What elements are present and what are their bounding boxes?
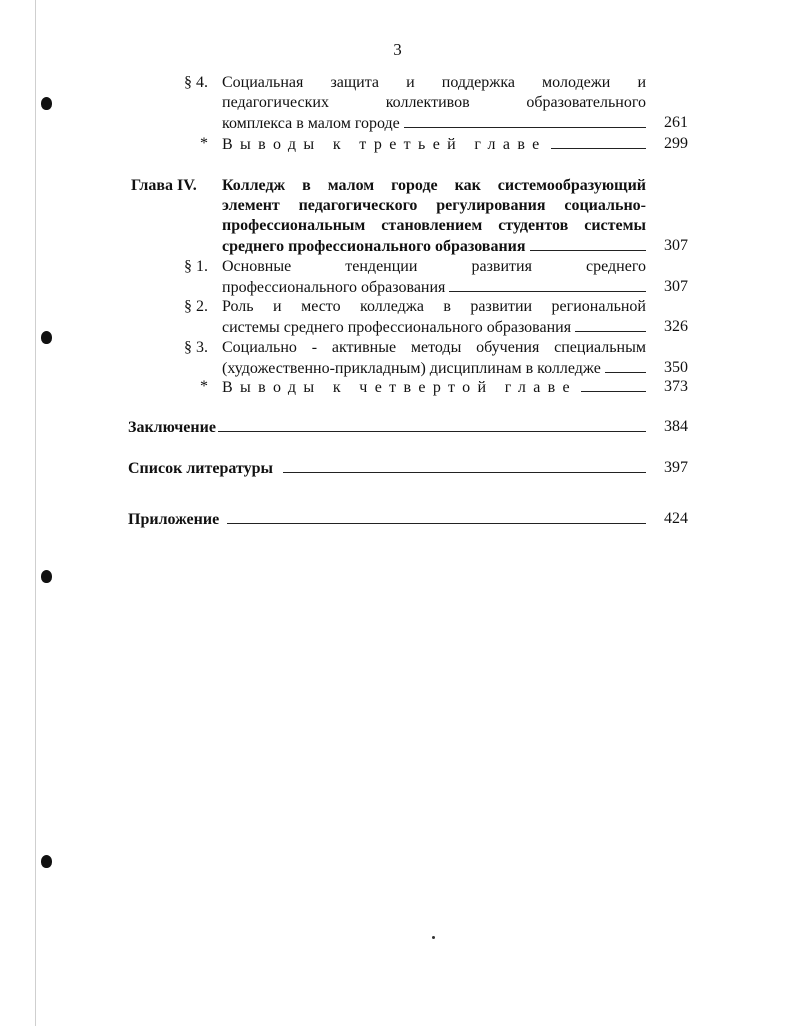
- toc-section-heading: [128, 417, 646, 437]
- toc-entry-line: Роль и место колледжа в развитии региональной: [222, 298, 646, 315]
- conclusion-marker: *: [200, 378, 208, 395]
- leader-line: [404, 113, 646, 128]
- toc-entry-line: Социально - активные методы обучения специальным: [222, 339, 646, 356]
- toc-entry-text: Заключение: [128, 419, 216, 436]
- toc-entry-text: комплекса в малом городе: [222, 115, 400, 132]
- chapter-title-line: Колледж в малом городе как системообразующий: [222, 177, 646, 194]
- binding-hole-mark: [41, 97, 52, 110]
- page-ref: 326: [664, 318, 688, 335]
- page-ref: 307: [664, 278, 688, 295]
- toc-section-heading: [128, 458, 646, 478]
- toc-entry-line: Основные тенденции развития среднего: [222, 258, 646, 275]
- toc-entry-text: Приложение: [128, 511, 220, 528]
- chapter-title-line: профессиональным становлением студентов системы: [222, 217, 646, 234]
- page-ref: 424: [664, 510, 688, 527]
- leader-line: [218, 417, 646, 432]
- binding-hole-mark: [41, 855, 52, 868]
- toc-entry-line: Социальная защита и поддержка молодежи и: [222, 74, 646, 91]
- page-ref: 384: [664, 418, 688, 435]
- toc-entry-line: [222, 317, 646, 337]
- chapter-title-line: элемент педагогического регулирования социально-: [222, 197, 646, 214]
- leader-line: [605, 358, 646, 373]
- chapter-label: Глава IV.: [131, 177, 197, 194]
- scan-speck: [432, 936, 435, 939]
- leader-line: [551, 134, 646, 149]
- conclusion-marker: *: [200, 135, 208, 152]
- leader-line: [449, 277, 646, 292]
- toc-entry-text: Список литературы: [128, 460, 273, 477]
- toc-entry-line: [222, 113, 646, 133]
- toc-entry-text: среднего профессионального образования: [222, 238, 526, 255]
- binding-hole-mark: [41, 331, 52, 344]
- binding-hole-mark: [41, 570, 52, 583]
- chapter-title-line: [222, 236, 646, 256]
- toc-entry-line: педагогических коллективов образовательного: [222, 94, 646, 111]
- section-marker: § 4.: [184, 74, 208, 91]
- leader-line: [283, 458, 646, 473]
- page-ref: 397: [664, 459, 688, 476]
- section-marker: § 1.: [184, 258, 208, 275]
- toc-entry-text: системы среднего профессионального образования: [222, 319, 572, 336]
- section-marker: § 2.: [184, 298, 208, 315]
- page-ref: 350: [664, 359, 688, 376]
- toc-entry-text: профессионального образования: [222, 279, 446, 296]
- leader-line: [227, 509, 646, 524]
- toc-entry-text: Выводы к четвертой главе: [222, 379, 577, 396]
- leader-line: [575, 317, 646, 332]
- page-ref: 261: [664, 114, 688, 131]
- leader-line: [530, 236, 646, 251]
- toc-entry-text: Выводы к третьей главе: [222, 136, 547, 153]
- page-number: 3: [393, 40, 402, 59]
- toc-section-heading: [128, 509, 646, 529]
- toc-entry-text: (художественно-прикладным) дисциплинам в колледже: [222, 360, 601, 377]
- page-ref: 307: [664, 237, 688, 254]
- toc-entry-line: [222, 377, 646, 397]
- margin-rule: [35, 0, 36, 1026]
- page-ref: 373: [664, 378, 688, 395]
- section-marker: § 3.: [184, 339, 208, 356]
- toc-entry-line: [222, 134, 646, 154]
- leader-line: [581, 377, 646, 392]
- toc-entry-line: [222, 358, 646, 378]
- toc-entry-line: [222, 277, 646, 297]
- page-ref: 299: [664, 135, 688, 152]
